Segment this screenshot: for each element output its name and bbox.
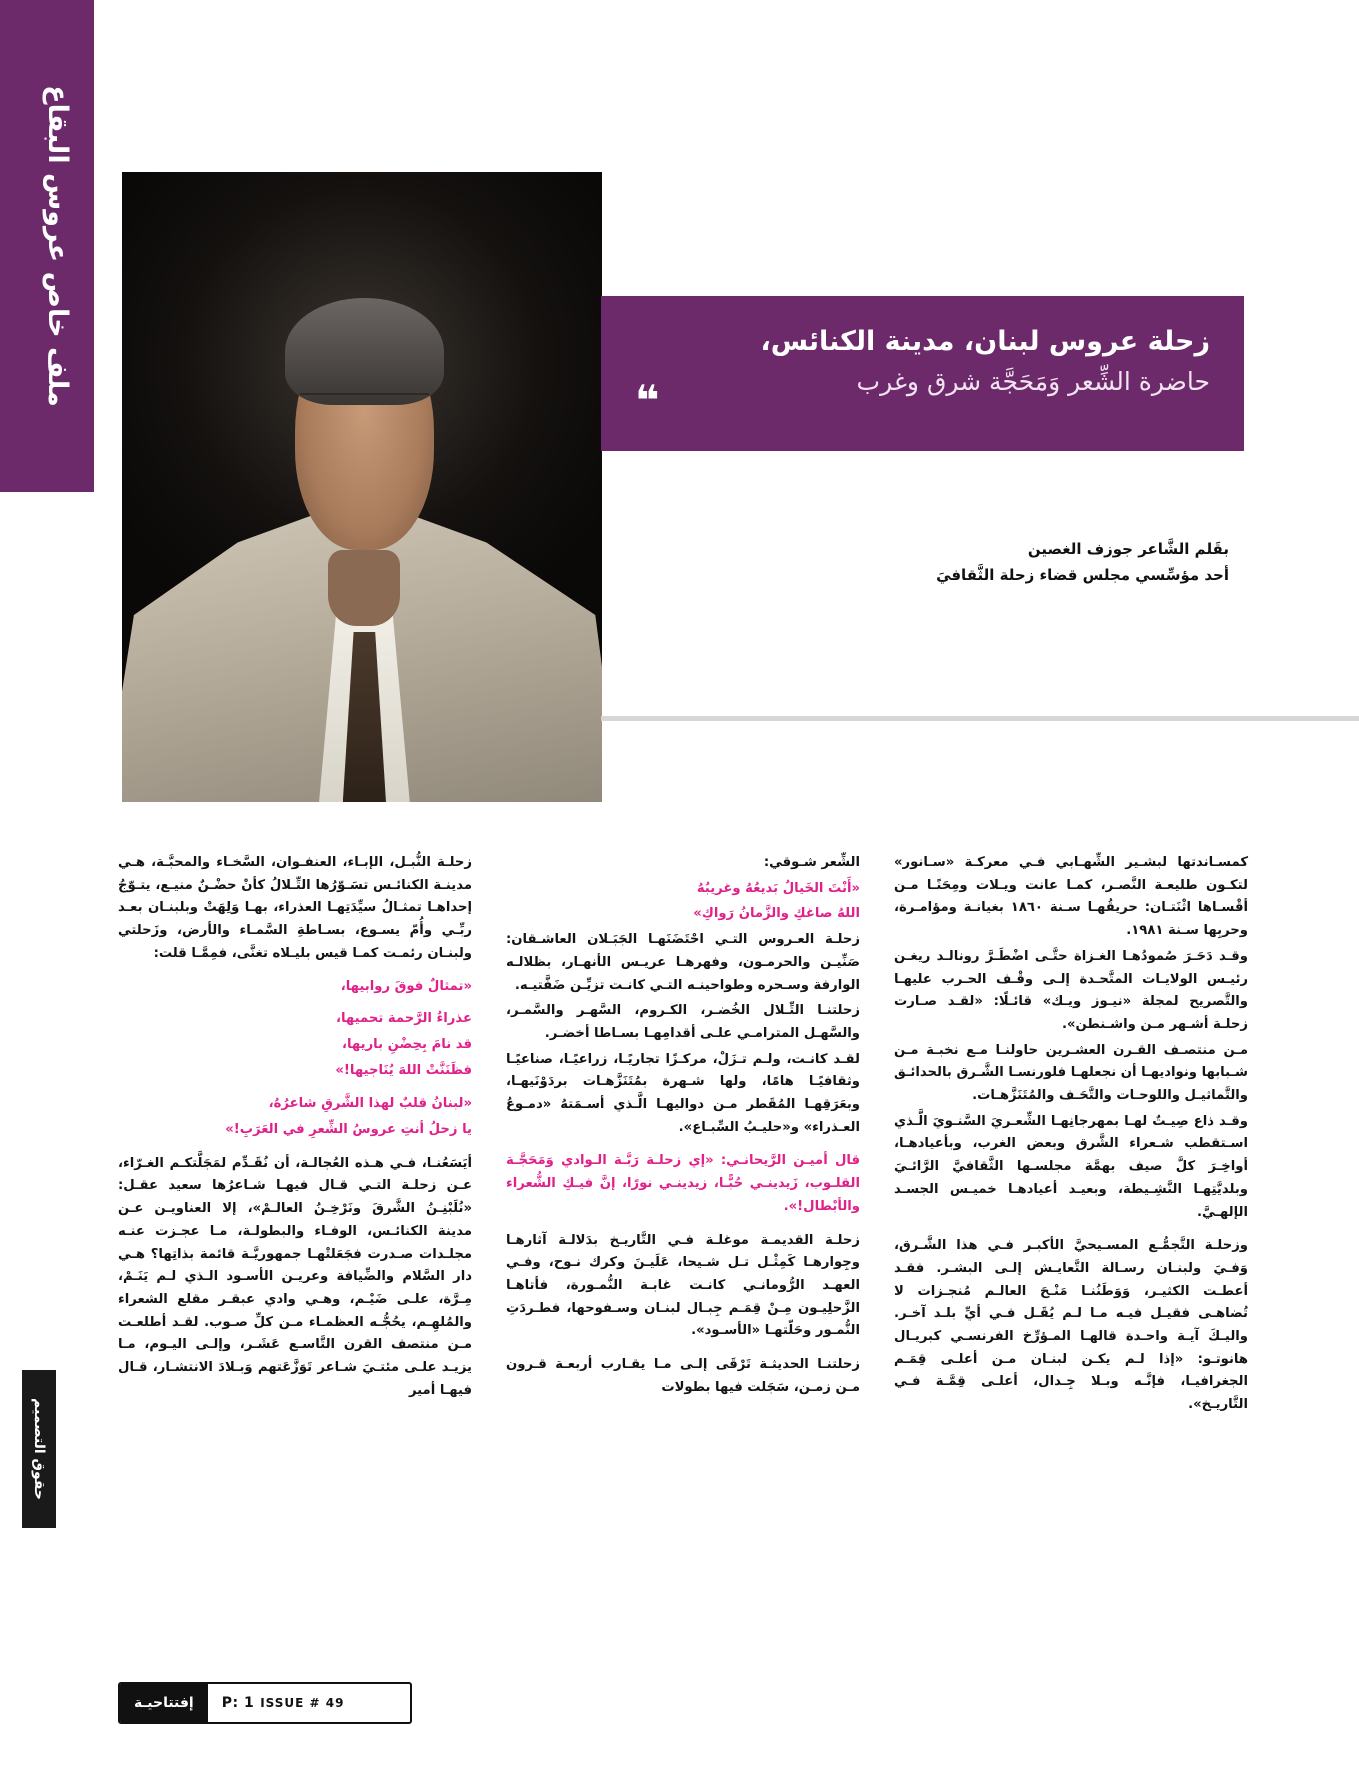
portrait-glasses xyxy=(300,393,430,427)
headline-line-2: حاضرة الشِّعر وَمَحَجَّة شرق وغرب xyxy=(856,366,1210,396)
page-footer xyxy=(118,1682,412,1724)
paragraph: وقـد دَحَـرَ صُمودُهـا الغـزاة حتَّـى اضْطَـرَّ رونالـد ريغـن رئيـس الولايـات المتَّحـدة إلـى وقْـف الحـرب عليهـا والتَّصريح لمجلة «نيـوز ويـك» قائـلًا: «لقـد صـارت زحلـة أشـهر مـن واشـنطن». xyxy=(894,948,1248,1032)
verse-line: «لبنانُ قلبٌ لهذا الشَّرقِ شاعرُهُ، xyxy=(268,1096,472,1112)
pull-quote: قال أميـن الرَّيحانـي: «إي زحلـة رَبَّـة الـوادي وَمَحَجَّـة القلـوب، زَيدينـي حُبًّـا، زيدينـي نورًا، إنَّ فيـكِ الشُّعراء والأبْطال!». xyxy=(506,1153,860,1214)
article-body-columns xyxy=(118,852,1248,1642)
portrait-hair xyxy=(285,298,443,405)
paragraph: مـن منتصـف القـرن العشـرين حاولنـا مـع نخبـة مـن شـبابها ونواديهـا أن نجعلهـا فلورنسـا الشَّـرق بالحدائـق والتَّماثيـل واللوحـات والتَّحَـف والمُتَنَزَّهـات. xyxy=(894,1042,1248,1104)
paragraph: وزحلـة التَّجمُّـع المسـيحيَّ الأكبـر فـي هذا الشَّـرق، وَفـيَ ولبنـان رسـالة التَّعايـش إلـى البشـر. فقـد أعطـت الكثيـر، وَوَطَنُنـا مَنْـحَ العالـم مُنجـزات لا تُضاهـى فقيـل فيـه مـا لـم يُقَـل فـي أيِّ بلـد آخـر. واليـكَ آيـة واحـدة قالهـا المـؤرِّخ الفرنسـي كبريـال هانوتـو: «إذا لـم يكـن لبنـان مـن أعلـى قِمَـم الجغرافيـا، فإنَّـه وبـلا جِـدال، أعلـى قِمَّـة فـي التَّاريـخ». xyxy=(894,1238,1248,1413)
paragraph: زحلتنـا الحديثـة تَرْقَى إلـى مـا يقـارب أربعـة قـرون مـن زمـن، سَجَلت فيها بطولات xyxy=(506,1357,860,1395)
article-byline xyxy=(759,536,1229,589)
byline-role: أحد مؤسِّسي مجلس قضاء زحلة الثَّقافيَ xyxy=(936,566,1229,585)
credits-tab-label: حقوق التصميم xyxy=(31,1398,47,1500)
footer-meta xyxy=(208,1684,410,1722)
paragraph: أيَسَعُنـا، فـي هـذه العُجالـة، أن نُقَـدِّم لمَجَلَّتكـم الغـرّاء، عـن زحلـة التـي قـال فيهـا شـاعرُها سعيد عقـل: «نُلَبْنِـنُ الشَّرقَ ونَرْخِـنُ العالـمْ»، إلا العناويـن عـن مدينة الكنائـس، الوفـاء والبطولـة، مـا عجـزت عنـه مجلـدات صـدرت فجَعَلتْهـا جمهوريَّـة قائمة بذاتِها؟ هـي دار السَّلام والضِّيافة وعريـن الأسـود الـذي لـم يَنَـمْ، مِـرَّة، علـى ضَيْـم، وهـي وادي عبقـر مقلع الشعراء والمُلهِـم، يحُجُّـه العظمـاء مـن كلِّ صـوب. لقـد أطلعـت مـن منتصف القرن التَّاسـع عَشَـر، وإلـى اليـوم، مـا يزيـد علـى مئتـيَ شـاعر تَوَزَّعَتهم وَبـلادَ الانتشـار، قـال فيهـا أمير xyxy=(118,1155,472,1398)
section-tab-vertical xyxy=(22,0,94,492)
column-right xyxy=(118,852,472,1642)
credits-tab-vertical xyxy=(22,1370,56,1528)
verse-line: يا زحلُ أنتِ عروسُ الشِّعرِ في العَرَبِ!» xyxy=(225,1122,472,1138)
byline-author: بقَلم الشَّاعر جوزف الغصين xyxy=(1027,540,1229,558)
verse-line: قد نامَ بِحِضْنِ باريها، xyxy=(341,1036,472,1052)
author-portrait-photo xyxy=(122,172,602,802)
left-purple-edge xyxy=(0,0,22,492)
quote-mark-icon: ❝ xyxy=(635,376,660,425)
paragraph: زحلـة القديمـة موغلـة فـي التَّاريـخ بدَلالـة آثارهـا وجِوارهـا كَمِثْـل تـل شـيحا، عَلَيـنَ وكرك نـوح، وفـي العهـد الرُّومانـي كانـت غابـة النُّمـورة، فأتاهـا الزَّحلِيـون مِـنْ قِمَـم جِبـال لبنـان وسـفوحها، فطـردَتِ النُّمـور وحَلّتهـا «الأسـود». xyxy=(506,1232,860,1339)
section-tab-label: ملف خاص عروس البقاع xyxy=(42,85,74,407)
verse-line: فظَنَنَّتْ اللهَ يُنَاجيها!» xyxy=(335,1062,472,1078)
verse-line: اللهُ صاغكِ والزَّمانُ رَواكِ» xyxy=(693,906,860,922)
header-divider xyxy=(601,716,1359,721)
paragraph: الشِّعر شـوقي: xyxy=(763,855,860,870)
article-headline-box xyxy=(601,296,1244,451)
verse-line: «أَنْتَ الخَيالُ بَديعُهُ وغريبُهُ xyxy=(696,880,860,896)
paragraph: زحلـة النُّبـل، الإبـاء، العنفـوان، السَّخـاء والمحبَّـة، هـي مدينـة الكنائـس تسَـوّرُها التِّـلالُ كأنْ حضْـنٌ منيـع، يتـوّجُ إحداهـا تمثـالُ سيِّدَتِهـا العذراء، بهـا وَلِهَتْ وبلبنـان بعـد ربِّـي وأُمّ يسـوع، بسـاطةِ السَّمـاء والأرض، وزَحلتي ولبنـان رئمـت كمـا قيس بليـلاه تغنَّى، فمِمَّـا قلت: xyxy=(118,855,472,961)
column-left xyxy=(894,852,1248,1642)
paragraph: لقـد كانـت، ولـم تـزَلْ، مركـزًا تجاريًـا، زراعيًـا، صناعيًـا وثقافيًـا هامًا، ولها شـهرة بمُتَنَزَّهـات بردَوْنَيهـا، وبعَرَقِهـا المُقَطر مـن دواليهـا الَّـذي أسـمَتهُ «دمـوعُ العـذراء» و«حليـبُ السِّبـاع». xyxy=(506,1051,860,1135)
portrait-neck xyxy=(328,550,400,626)
paragraph: زحلـة العـروس التـي احْتَضَنَهـا الجَبَـلان العاشـقان: صَنِّيـن والحرمـون، وفهرهـا عريـس الأنهـار، بظلالـه الوارفة وسـحره وطواحينـه التـي كانـت تزيِّـن ضَفَّتيـه. xyxy=(506,932,860,993)
paragraph: زحلتنـا التِّـلال الخُضـر، الكـروم، السَّهـر والسَّمـر، والسَّهـل المترامـي علـى أقدامِهـا بسـاطا أخضـر. xyxy=(506,1003,860,1041)
paragraph: كمسـاندتها لبشـير الشِّهـابي فـي معركـة «سـانور» لتكـون طليعـة النَّصـر، كمـا عانت ويـلات ومِحَنًـا مـن أقْسـاها اثْنَتـان: حريقُهـا سـنة ١٨٦٠ بغيانـة ومؤامـرة، وحربِها سـنة ١٩٨١. xyxy=(894,855,1248,939)
footer-issue-number: ISSUE # 49 xyxy=(260,1696,345,1710)
verse-line: عذراءُ الرَّحمة تحميها، xyxy=(335,1011,472,1027)
footer-section-badge: إفتتاحيـة xyxy=(120,1684,208,1722)
footer-page-number: P: 1 xyxy=(221,1695,255,1711)
verse-line: «تمثالٌ فوقَ روابيها، xyxy=(340,978,472,994)
paragraph: وقـد ذاع صِيـتٌ لهـا بمهرجانِهـا الشِّعـريَ السَّنـويَ الَّـذي اسـتقطب شـعراء الشَّرق وبعض الغرب، وبأعيادهـا، أواخِـرَ كلَّ صيف بهمَّة مجلسـها الثَّقافيَّ الرَّائـيَ وبلديَّتِهـا النَّشِـيطة، وبعيـد أعيادهـا خميـس الجسـد الإلهـيَّ. xyxy=(894,1113,1248,1220)
headline-line-1: زحلة عروس لبنان، مدينة الكنائس، xyxy=(760,326,1210,357)
column-middle xyxy=(506,852,860,1642)
